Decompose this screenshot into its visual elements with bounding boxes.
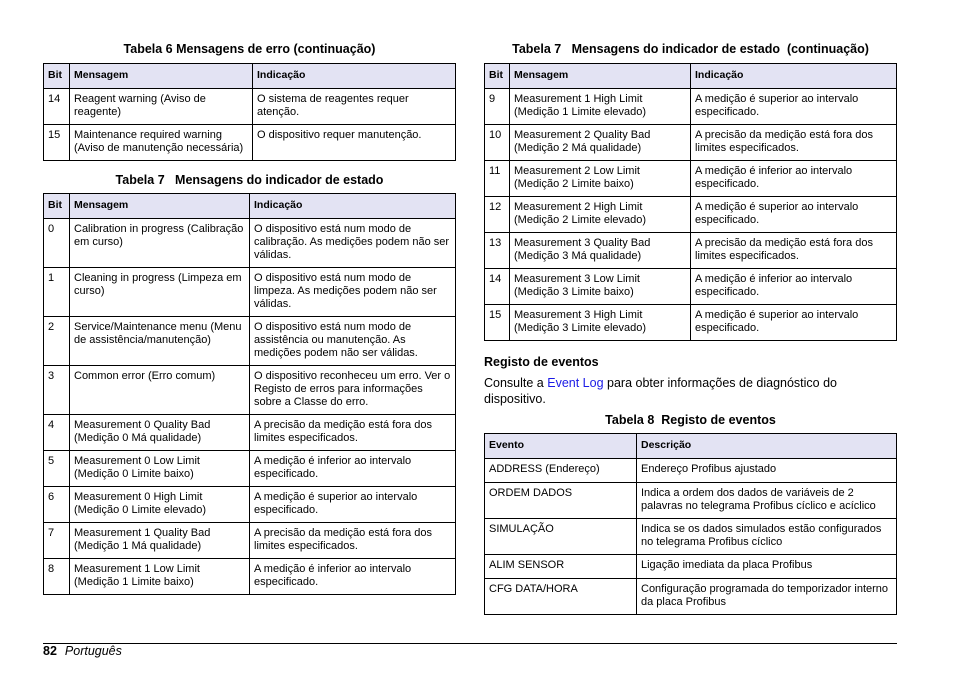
table-row bbox=[485, 579, 897, 615]
column-header-indication: Indicação bbox=[253, 64, 456, 89]
cell-indication: A medição é superior ao intervalo especificado. bbox=[691, 197, 897, 233]
table-row bbox=[485, 459, 897, 483]
cell-bit: 12 bbox=[485, 197, 510, 233]
cell-message: Measurement 3 Quality Bad (Medição 3 Má qualidade) bbox=[510, 233, 691, 269]
cell-bit: 1 bbox=[44, 268, 70, 317]
cell-bit: 9 bbox=[485, 89, 510, 125]
table-row bbox=[485, 555, 897, 579]
cell-message: Measurement 2 Low Limit (Medição 2 Limite baixo) bbox=[510, 161, 691, 197]
cell-indication: O sistema de reagentes requer atenção. bbox=[253, 89, 456, 125]
cell-bit: 4 bbox=[44, 415, 70, 451]
table-row bbox=[485, 197, 897, 233]
table-row bbox=[485, 161, 897, 197]
cell-event: SIMULAÇÃO bbox=[485, 519, 637, 555]
paragraph-text-after: para obter informações de diagnóstico do dispositivo. bbox=[484, 376, 838, 406]
cell-message: Measurement 2 High Limit (Medição 2 Limite elevado) bbox=[510, 197, 691, 233]
cell-indication: A precisão da medição está fora dos limites especificados. bbox=[691, 125, 897, 161]
cell-bit: 3 bbox=[44, 366, 70, 415]
table-row bbox=[44, 559, 456, 595]
cell-indication: A medição é inferior ao intervalo especificado. bbox=[250, 451, 456, 487]
cell-bit: 15 bbox=[485, 305, 510, 341]
column-header-message: Mensagem bbox=[510, 64, 691, 89]
event-log-link[interactable]: Event Log bbox=[547, 376, 604, 390]
cell-message: Measurement 0 Quality Bad (Medição 0 Má qualidade) bbox=[70, 415, 250, 451]
table8-caption: Tabela 8 Registo de eventos bbox=[605, 413, 776, 427]
cell-indication: A precisão da medição está fora dos limites especificados. bbox=[250, 415, 456, 451]
table-row bbox=[44, 89, 456, 125]
table-row bbox=[485, 233, 897, 269]
cell-description: Configuração programada do temporizador interno da placa Profibus bbox=[637, 579, 897, 615]
table8 bbox=[484, 433, 897, 615]
cell-indication: A medição é superior ao intervalo especificado. bbox=[250, 487, 456, 523]
cell-bit: 10 bbox=[485, 125, 510, 161]
cell-bit: 0 bbox=[44, 219, 70, 268]
cell-description: Ligação imediata da placa Profibus bbox=[637, 555, 897, 579]
cell-bit: 14 bbox=[44, 89, 70, 125]
column-header-description: Descrição bbox=[637, 434, 897, 459]
table-header-row bbox=[44, 194, 456, 219]
cell-description: Indica se os dados simulados estão configurados no telegrama Profibus cíclico bbox=[637, 519, 897, 555]
page-number: 82 bbox=[43, 644, 57, 658]
cell-description: Endereço Profibus ajustado bbox=[637, 459, 897, 483]
cell-description: Indica a ordem dos dados de variáveis de 2 palavras no telegrama Profibus cíclico e acíclico bbox=[637, 483, 897, 519]
column-header-indication: Indicação bbox=[250, 194, 456, 219]
table-row bbox=[44, 317, 456, 366]
cell-bit: 7 bbox=[44, 523, 70, 559]
table-row bbox=[485, 483, 897, 519]
table-row bbox=[485, 89, 897, 125]
paragraph-text-before: Consulte a bbox=[484, 376, 548, 390]
table6-caption: Tabela 6 Mensagens de erro (continuação) bbox=[123, 42, 376, 56]
table7-cont-caption: Tabela 7 Mensagens do indicador de estado (continuação) bbox=[512, 42, 869, 56]
cell-indication: A medição é inferior ao intervalo especificado. bbox=[691, 269, 897, 305]
table-row bbox=[485, 269, 897, 305]
cell-event: ADDRESS (Endereço) bbox=[485, 459, 637, 483]
column-header-bit: Bit bbox=[44, 64, 70, 89]
table-row bbox=[44, 125, 456, 161]
cell-message: Measurement 0 Low Limit (Medição 0 Limite baixo) bbox=[70, 451, 250, 487]
section-heading: Registo de eventos bbox=[484, 355, 599, 369]
cell-indication: A medição é inferior ao intervalo especificado. bbox=[250, 559, 456, 595]
table-row bbox=[485, 519, 897, 555]
column-header-indication: Indicação bbox=[691, 64, 897, 89]
table7-caption: Tabela 7 Mensagens do indicador de estado bbox=[115, 173, 384, 187]
footer-language: Português bbox=[64, 644, 122, 658]
cell-message: Common error (Erro comum) bbox=[70, 366, 250, 415]
cell-indication: A medição é inferior ao intervalo especificado. bbox=[691, 161, 897, 197]
table-row bbox=[485, 305, 897, 341]
table-row bbox=[485, 125, 897, 161]
cell-indication: O dispositivo reconheceu um erro. Ver o Registo de erros para informações sobre a Classe do erro. bbox=[250, 366, 456, 415]
cell-indication: O dispositivo está num modo de calibração. As medições podem não ser válidas. bbox=[250, 219, 456, 268]
cell-event: ORDEM DADOS bbox=[485, 483, 637, 519]
cell-indication: O dispositivo está num modo de assistência ou manutenção. As medições podem não ser válidas. bbox=[250, 317, 456, 366]
table6 bbox=[43, 63, 456, 161]
table-header-row bbox=[44, 64, 456, 89]
table-row bbox=[44, 487, 456, 523]
cell-message: Service/Maintenance menu (Menu de assistência/manutenção) bbox=[70, 317, 250, 366]
cell-message: Measurement 1 Quality Bad (Medição 1 Má qualidade) bbox=[70, 523, 250, 559]
cell-message: Measurement 1 High Limit (Medição 1 Limite elevado) bbox=[510, 89, 691, 125]
table7 bbox=[43, 193, 456, 595]
cell-indication: O dispositivo requer manutenção. bbox=[253, 125, 456, 161]
cell-bit: 6 bbox=[44, 487, 70, 523]
column-header-event: Evento bbox=[485, 434, 637, 459]
table-header-row bbox=[485, 434, 897, 459]
cell-bit: 13 bbox=[485, 233, 510, 269]
cell-bit: 15 bbox=[44, 125, 70, 161]
cell-message: Measurement 3 Low Limit (Medição 3 Limite baixo) bbox=[510, 269, 691, 305]
cell-message: Reagent warning (Aviso de reagente) bbox=[70, 89, 253, 125]
cell-message: Measurement 1 Low Limit (Medição 1 Limite baixo) bbox=[70, 559, 250, 595]
table-row bbox=[44, 523, 456, 559]
column-header-bit: Bit bbox=[485, 64, 510, 89]
cell-message: Maintenance required warning (Aviso de manutenção necessária) bbox=[70, 125, 253, 161]
page-footer bbox=[43, 644, 122, 658]
cell-indication: A medição é superior ao intervalo especificado. bbox=[691, 305, 897, 341]
cell-message: Measurement 0 High Limit (Medição 0 Limite elevado) bbox=[70, 487, 250, 523]
table-row bbox=[44, 451, 456, 487]
table-header-row bbox=[485, 64, 897, 89]
column-header-message: Mensagem bbox=[70, 194, 250, 219]
table7-continued bbox=[484, 63, 897, 341]
table-row bbox=[44, 415, 456, 451]
cell-indication: A medição é superior ao intervalo especificado. bbox=[691, 89, 897, 125]
cell-event: CFG DATA/HORA bbox=[485, 579, 637, 615]
cell-indication: A precisão da medição está fora dos limites especificados. bbox=[691, 233, 897, 269]
footer-divider bbox=[43, 643, 897, 644]
table-row bbox=[44, 366, 456, 415]
cell-message: Measurement 2 Quality Bad (Medição 2 Má qualidade) bbox=[510, 125, 691, 161]
cell-bit: 8 bbox=[44, 559, 70, 595]
cell-message: Calibration in progress (Calibração em curso) bbox=[70, 219, 250, 268]
section-paragraph bbox=[484, 375, 897, 407]
cell-indication: O dispositivo está num modo de limpeza. As medições podem não ser válidas. bbox=[250, 268, 456, 317]
table-row bbox=[44, 268, 456, 317]
column-header-message: Mensagem bbox=[70, 64, 253, 89]
cell-bit: 11 bbox=[485, 161, 510, 197]
cell-indication: A precisão da medição está fora dos limites especificados. bbox=[250, 523, 456, 559]
cell-bit: 14 bbox=[485, 269, 510, 305]
cell-message: Measurement 3 High Limit (Medição 3 Limite elevado) bbox=[510, 305, 691, 341]
cell-event: ALIM SENSOR bbox=[485, 555, 637, 579]
cell-bit: 2 bbox=[44, 317, 70, 366]
cell-message: Cleaning in progress (Limpeza em curso) bbox=[70, 268, 250, 317]
column-header-bit: Bit bbox=[44, 194, 70, 219]
table-row bbox=[44, 219, 456, 268]
cell-bit: 5 bbox=[44, 451, 70, 487]
